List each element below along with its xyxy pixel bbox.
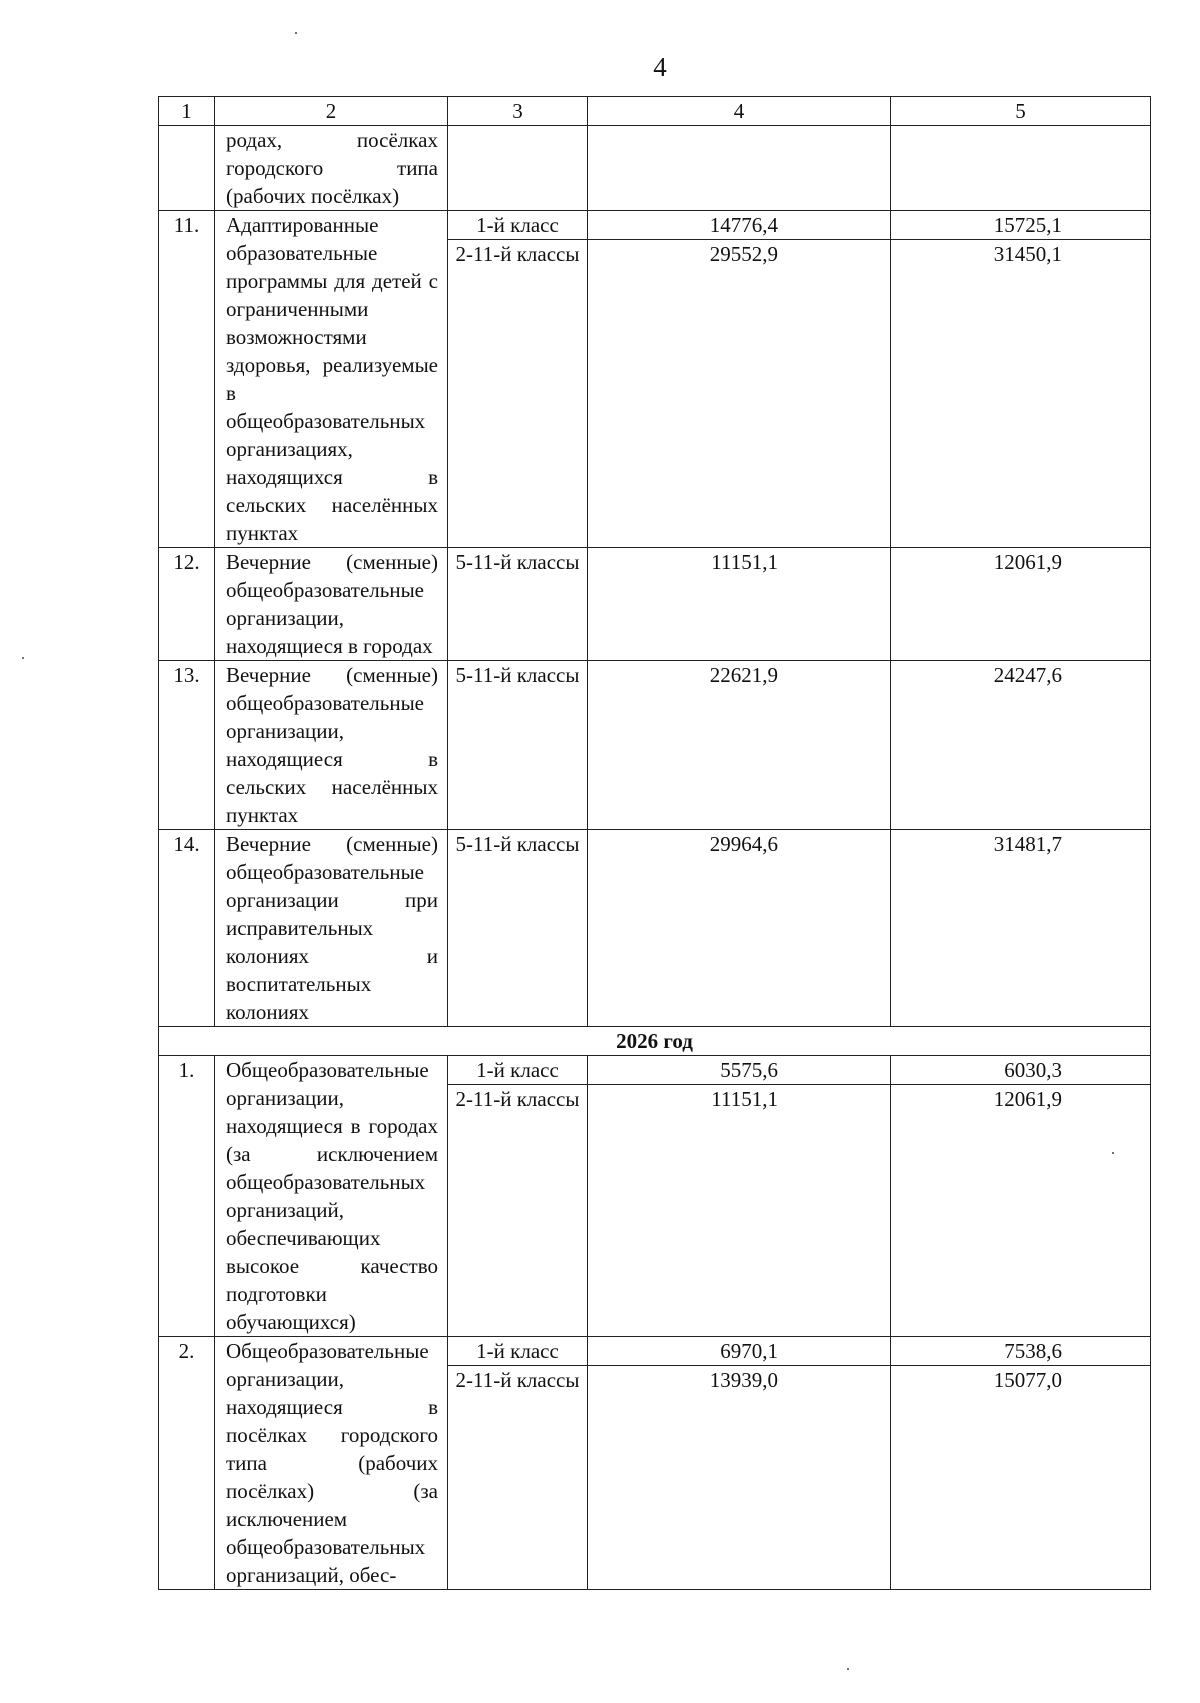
value-col4: 29964,6	[709, 832, 778, 856]
scan-speck	[1112, 1152, 1114, 1154]
header-cell-1: 1	[159, 97, 215, 126]
table-row	[159, 830, 1151, 1027]
class-cell	[448, 211, 588, 548]
row-number: 12.	[159, 548, 215, 661]
value-col4: 14776,4	[588, 211, 890, 240]
value-2025-cell	[588, 830, 891, 1027]
value-2025-cell	[588, 661, 891, 830]
value-col5: 31481,7	[993, 832, 1062, 856]
value-2025-cell	[588, 1056, 891, 1337]
table-row	[159, 211, 1151, 548]
class-cell	[448, 1337, 588, 1590]
header-cell-3: 3	[448, 97, 588, 126]
value-col5: 12061,9	[993, 550, 1062, 574]
value-2026-cell	[891, 1056, 1151, 1337]
value-col5: 6030,3	[891, 1056, 1150, 1085]
row-number	[159, 126, 215, 211]
class-label: 1-й класс	[448, 1337, 587, 1366]
row-description: Вечерние (сменные) общеобразовательные организации, находящиеся в городах	[215, 548, 448, 661]
row-number: 2.	[159, 1337, 215, 1590]
header-cell-5: 5	[891, 97, 1151, 126]
table-row	[159, 1056, 1151, 1337]
value-col4	[588, 126, 890, 153]
value-2026-cell	[891, 661, 1151, 830]
class-cell	[448, 126, 588, 211]
table-row	[159, 1337, 1151, 1590]
row-number: 13.	[159, 661, 215, 830]
row-description: Общеобразовательные организации, находящиеся в посёлках городского типа (рабочих посёлках) (за исключением общеобразовательных организаций, обес-	[215, 1337, 448, 1590]
class-cell	[448, 1056, 588, 1337]
value-col4: 11151,1	[711, 550, 778, 574]
value-col4: 11151,1	[711, 1087, 778, 1111]
class-label: 2-11-й классы	[455, 1087, 580, 1111]
year-separator-row	[159, 1027, 1151, 1056]
value-col4: 5575,6	[588, 1056, 890, 1085]
value-col4: 6970,1	[588, 1337, 890, 1366]
value-col5: 24247,6	[993, 663, 1062, 687]
class-label: 5-11-й классы	[455, 832, 580, 856]
class-label: 1-й класс	[448, 211, 587, 240]
value-col4: 22621,9	[709, 663, 778, 687]
row-description: Вечерние (сменные) общеобразовательные организации, находящиеся в сельских населённых пунктах	[215, 661, 448, 830]
row-number: 11.	[159, 211, 215, 548]
class-cell	[448, 830, 588, 1027]
class-cell	[448, 661, 588, 830]
header-cell-2: 2	[215, 97, 448, 126]
value-2026-cell	[891, 1337, 1151, 1590]
page-number: 4	[653, 52, 667, 82]
row-description: Вечерние (сменные) общеобразовательные организации при исправительных колониях и воспитательных колониях	[215, 830, 448, 1027]
value-col5: 15725,1	[891, 211, 1150, 240]
scan-speck	[847, 1668, 849, 1670]
table-row	[159, 548, 1151, 661]
year-label: 2026 год	[159, 1027, 1151, 1056]
value-col5: 12061,9	[993, 1087, 1062, 1111]
row-number: 14.	[159, 830, 215, 1027]
value-2025-cell	[588, 126, 891, 211]
value-col5	[891, 126, 1150, 153]
value-2026-cell	[891, 211, 1151, 548]
tariff-table	[158, 96, 1151, 1590]
value-col5: 7538,6	[891, 1337, 1150, 1366]
class-label: 2-11-й классы	[455, 242, 580, 266]
class-label: 5-11-й классы	[455, 550, 580, 574]
row-description: Адаптированные образовательные программы для детей с ограниченными возможностями здоровья, реализуемые в общеобразовательных организациях, находящихся в сельских населённых пунктах	[215, 211, 448, 548]
class-label: 2-11-й классы	[455, 1368, 580, 1392]
class-cell	[448, 548, 588, 661]
header-cell-4: 4	[588, 97, 891, 126]
value-2025-cell	[588, 1337, 891, 1590]
value-2026-cell	[891, 548, 1151, 661]
value-col4: 13939,0	[709, 1368, 778, 1392]
class-label: 1-й класс	[448, 1056, 587, 1085]
scan-speck	[295, 32, 297, 34]
value-col5: 31450,1	[993, 242, 1062, 266]
value-col4: 29552,9	[709, 242, 778, 266]
class-label	[448, 126, 587, 153]
value-2025-cell	[588, 548, 891, 661]
table-row	[159, 126, 1151, 211]
value-col5: 15077,0	[993, 1368, 1062, 1392]
value-2025-cell	[588, 211, 891, 548]
class-label: 5-11-й классы	[455, 663, 580, 687]
header-row	[159, 97, 1151, 126]
row-description: родах, посёлках городского типа (рабочих посёлках)	[215, 126, 448, 211]
row-number: 1.	[159, 1056, 215, 1337]
value-2026-cell	[891, 126, 1151, 211]
scan-speck	[22, 657, 24, 659]
table-row	[159, 661, 1151, 830]
value-2026-cell	[891, 830, 1151, 1027]
row-description: Общеобразовательные организации, находящиеся в городах (за исключением общеобразовательных организаций, обеспечивающих высокое качество подготовки обучающихся)	[215, 1056, 448, 1337]
